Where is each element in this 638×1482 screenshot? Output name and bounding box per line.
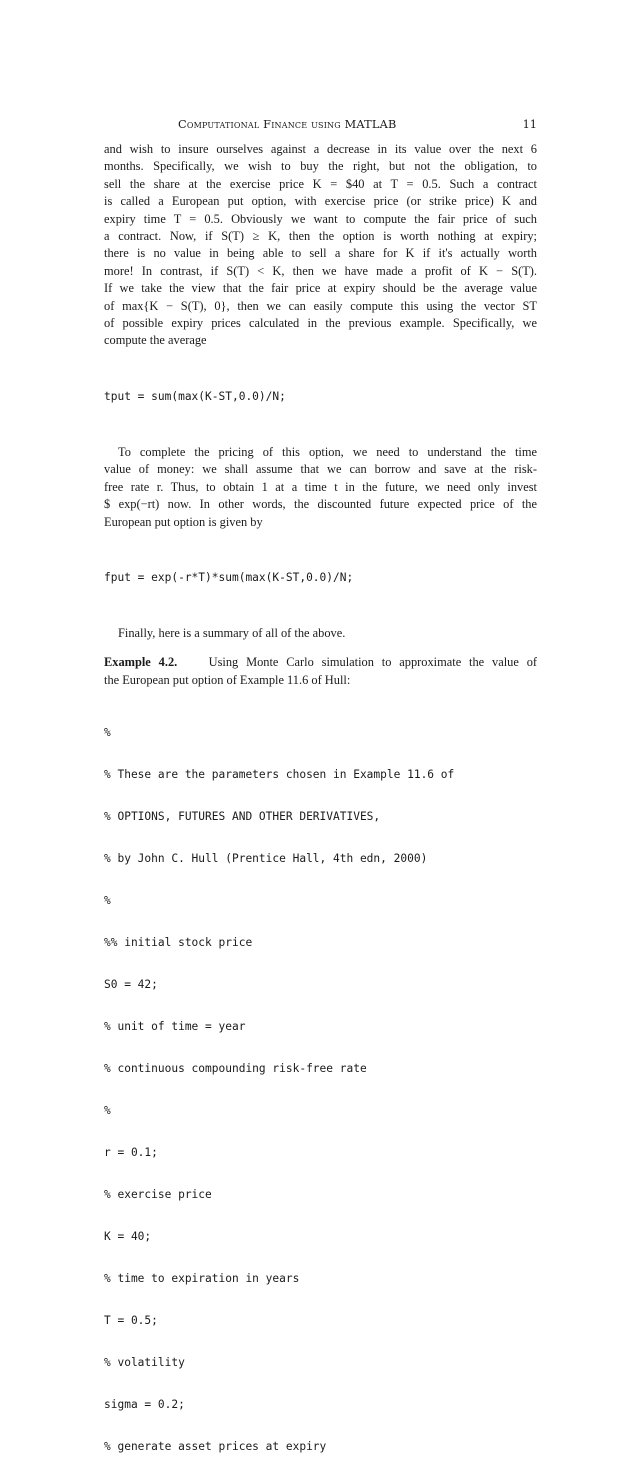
text-line: a contract. Now, if S(T) ≥ K, then the option is worth nothing at expiry; [104, 229, 537, 244]
code-line: % continuous compounding risk-free rate [104, 1062, 367, 1076]
example-heading [104, 654, 537, 689]
running-header [104, 118, 537, 134]
code-line: % exercise price [104, 1188, 212, 1202]
text-line: $ exp(−rt) now. In other words, the discounted future expected price of the [104, 497, 537, 512]
code-line: % by John C. Hull (Prentice Hall, 4th edn, 2000) [104, 852, 428, 866]
code-line: % [104, 726, 111, 740]
code-line: tput = sum(max(K-ST,0.0)/N; [104, 389, 286, 403]
example-label: Example 4.2. [104, 655, 178, 670]
code-line: K = 40; [104, 1230, 152, 1244]
text-line: If we take the view that the fair price at expiry should be the average value [104, 281, 537, 296]
code-line: %% initial stock price [104, 936, 253, 950]
header-title: Computational Finance using MATLAB [178, 118, 397, 131]
code-fput [104, 543, 537, 613]
code-line: % unit of time = year [104, 1020, 246, 1034]
text-line: is called a European put option, with exercise price (or strike price) K and [104, 194, 537, 209]
code-line: % generate asset prices at expiry [104, 1440, 327, 1454]
text-line: more! In contrast, if S(T) < K, then we have made a profit of K − S(T). [104, 263, 537, 278]
example-line [104, 654, 537, 671]
text-line: of possible expiry prices calculated in the previous example. Specifically, we [104, 316, 537, 331]
paragraph-2 [104, 444, 537, 531]
code-line: fput = exp(-r*T)*sum(max(K-ST,0.0)/N; [104, 570, 354, 584]
text-line: European put option is given by [104, 514, 263, 529]
paragraph-3: Finally, here is a summary of all of the above. [118, 625, 346, 640]
text-line: there is no value in being able to sell a share for K if it's actually worth [104, 246, 537, 261]
code-line: S0 = 42; [104, 978, 158, 992]
text-line: expiry time T = 0.5. Obviously we want to compute the fair price of such [104, 211, 537, 226]
text-line: months. Specifically, we wish to buy the right, but not the obligation, to [104, 159, 537, 174]
text-line: free rate r. Thus, to obtain 1 at a time t in the future, we need only invest [104, 479, 537, 494]
code-line: r = 0.1; [104, 1146, 158, 1160]
text-line: value of money: we shall assume that we can borrow and save at the risk- [104, 462, 537, 477]
page-number: 11 [522, 118, 537, 131]
text-line: To complete the pricing of this option, we need to understand the time [118, 444, 537, 459]
text-line: compute the average [104, 333, 207, 348]
text-line: sell the share at the exercise price K = $40 at T = 0.5. Such a contract [104, 176, 537, 191]
text-line: and wish to insure ourselves against a decrease in its value over the next 6 [104, 142, 537, 156]
text-line: of max{K − S(T), 0}, then we can easily compute this using the vector ST [104, 298, 537, 313]
code-line: T = 0.5; [104, 1314, 158, 1328]
code-line: % [104, 1104, 111, 1118]
code-tput [104, 362, 537, 432]
paragraph-1 [104, 141, 537, 350]
code-line: % OPTIONS, FUTURES AND OTHER DERIVATIVES, [104, 810, 381, 824]
body-text [104, 141, 537, 1482]
code-line: % These are the parameters chosen in Example 11.6 of [104, 768, 455, 782]
code-line: % volatility [104, 1356, 185, 1370]
text-line: the European put option of Example 11.6 of Hull: [104, 672, 351, 687]
example-text: Using Monte Carlo simulation to approximate the value of [208, 655, 538, 670]
code-line: % [104, 894, 111, 908]
code-listing [104, 698, 537, 1482]
code-line: % time to expiration in years [104, 1272, 300, 1286]
code-line: sigma = 0.2; [104, 1398, 185, 1412]
